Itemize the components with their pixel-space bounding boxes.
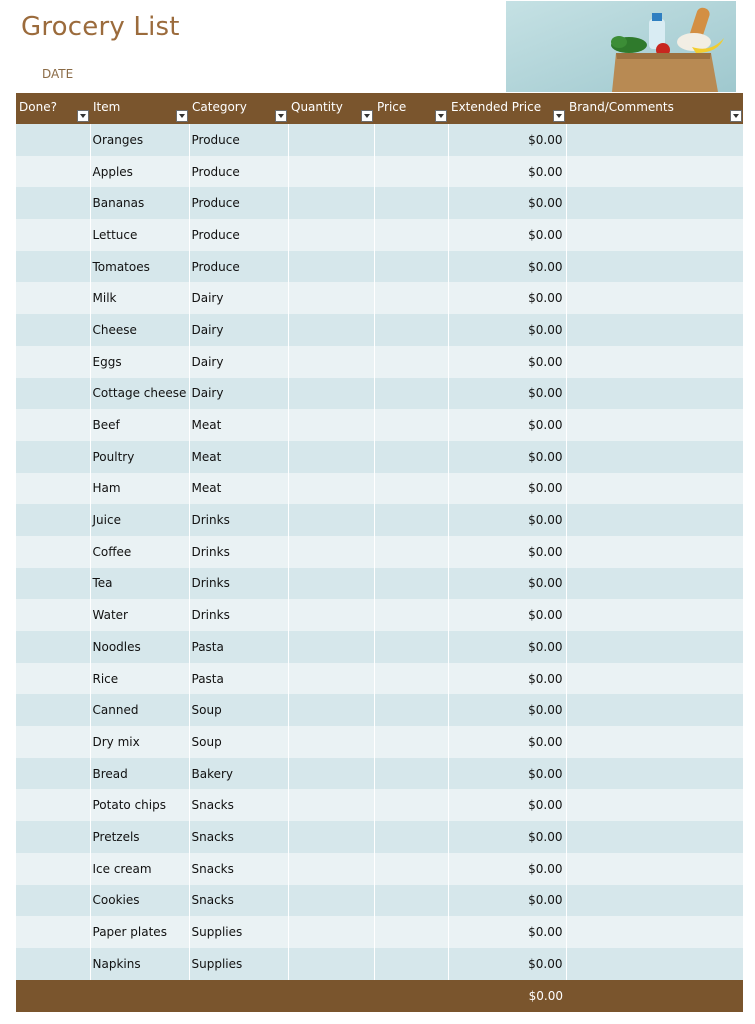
done-cell[interactable] bbox=[16, 536, 90, 568]
col-header-brand-comments bbox=[566, 93, 743, 124]
done-cell[interactable] bbox=[16, 758, 90, 790]
table-row bbox=[16, 473, 743, 505]
table-row bbox=[16, 599, 743, 631]
page-title: Grocery List bbox=[21, 12, 180, 42]
filter-dropdown-icon[interactable] bbox=[77, 110, 89, 122]
extended-price-cell[interactable]: $0.00 bbox=[448, 821, 566, 853]
quantity-cell[interactable] bbox=[288, 853, 374, 885]
extended-price-cell[interactable]: $0.00 bbox=[448, 156, 566, 188]
table-row bbox=[16, 441, 743, 473]
category-cell[interactable]: Soup bbox=[189, 726, 288, 758]
table-row bbox=[16, 853, 743, 885]
filter-dropdown-icon[interactable] bbox=[730, 110, 742, 122]
done-cell[interactable] bbox=[16, 219, 90, 251]
col-header-label: Price bbox=[377, 100, 407, 114]
item-cell[interactable]: Oranges bbox=[90, 124, 189, 156]
brand-comments-cell[interactable] bbox=[566, 631, 743, 663]
category-cell[interactable]: Produce bbox=[189, 156, 288, 188]
done-cell[interactable] bbox=[16, 124, 90, 156]
quantity-cell[interactable] bbox=[288, 251, 374, 283]
category-cell[interactable]: Produce bbox=[189, 124, 288, 156]
brand-comments-cell[interactable] bbox=[566, 473, 743, 505]
done-cell[interactable] bbox=[16, 473, 90, 505]
category-cell[interactable]: Dairy bbox=[189, 314, 288, 346]
item-cell[interactable]: Ice cream bbox=[90, 853, 189, 885]
price-cell[interactable] bbox=[374, 504, 448, 536]
table-row bbox=[16, 124, 743, 156]
total-extended-price[interactable]: $0.00 bbox=[448, 980, 566, 1012]
quantity-cell[interactable] bbox=[288, 346, 374, 378]
total-cell-empty bbox=[189, 980, 288, 1012]
table-row bbox=[16, 916, 743, 948]
price-cell[interactable] bbox=[374, 694, 448, 726]
filter-dropdown-icon[interactable] bbox=[176, 110, 188, 122]
done-cell[interactable] bbox=[16, 948, 90, 980]
item-cell[interactable]: Napkins bbox=[90, 948, 189, 980]
quantity-cell[interactable] bbox=[288, 473, 374, 505]
brand-comments-cell[interactable] bbox=[566, 346, 743, 378]
extended-price-cell[interactable]: $0.00 bbox=[448, 948, 566, 980]
table-row bbox=[16, 504, 743, 536]
extended-price-cell[interactable]: $0.00 bbox=[448, 282, 566, 314]
done-cell[interactable] bbox=[16, 885, 90, 917]
quantity-cell[interactable] bbox=[288, 789, 374, 821]
item-cell[interactable]: Beef bbox=[90, 409, 189, 441]
price-cell[interactable] bbox=[374, 346, 448, 378]
category-cell[interactable]: Produce bbox=[189, 219, 288, 251]
price-cell[interactable] bbox=[374, 251, 448, 283]
filter-dropdown-icon[interactable] bbox=[275, 110, 287, 122]
category-cell[interactable]: Snacks bbox=[189, 789, 288, 821]
done-cell[interactable] bbox=[16, 631, 90, 663]
brand-comments-cell[interactable] bbox=[566, 821, 743, 853]
filter-dropdown-icon[interactable] bbox=[361, 110, 373, 122]
table-row bbox=[16, 631, 743, 663]
category-cell[interactable]: Drinks bbox=[189, 568, 288, 600]
category-cell[interactable]: Produce bbox=[189, 251, 288, 283]
category-cell[interactable]: Drinks bbox=[189, 504, 288, 536]
price-cell[interactable] bbox=[374, 568, 448, 600]
col-header-label: Brand/Comments bbox=[569, 100, 674, 114]
brand-comments-cell[interactable] bbox=[566, 663, 743, 695]
category-cell[interactable]: Pasta bbox=[189, 631, 288, 663]
item-cell[interactable]: Dry mix bbox=[90, 726, 189, 758]
table-row bbox=[16, 251, 743, 283]
table-row bbox=[16, 282, 743, 314]
table-row bbox=[16, 378, 743, 410]
category-cell[interactable]: Meat bbox=[189, 441, 288, 473]
item-cell[interactable]: Tomatoes bbox=[90, 251, 189, 283]
brand-comments-cell[interactable] bbox=[566, 726, 743, 758]
table-row bbox=[16, 346, 743, 378]
price-cell[interactable] bbox=[374, 124, 448, 156]
category-cell[interactable]: Supplies bbox=[189, 916, 288, 948]
table-row bbox=[16, 789, 743, 821]
filter-dropdown-icon[interactable] bbox=[553, 110, 565, 122]
price-cell[interactable] bbox=[374, 948, 448, 980]
item-cell[interactable]: Juice bbox=[90, 504, 189, 536]
grocery-table bbox=[16, 93, 744, 1012]
col-header-done bbox=[16, 93, 90, 124]
brand-comments-cell[interactable] bbox=[566, 948, 743, 980]
quantity-cell[interactable] bbox=[288, 219, 374, 251]
quantity-cell[interactable] bbox=[288, 409, 374, 441]
quantity-cell[interactable] bbox=[288, 758, 374, 790]
quantity-cell[interactable] bbox=[288, 504, 374, 536]
brand-comments-cell[interactable] bbox=[566, 568, 743, 600]
extended-price-cell[interactable]: $0.00 bbox=[448, 187, 566, 219]
extended-price-cell[interactable]: $0.00 bbox=[448, 853, 566, 885]
brand-comments-cell[interactable] bbox=[566, 441, 743, 473]
quantity-cell[interactable] bbox=[288, 536, 374, 568]
extended-price-cell[interactable]: $0.00 bbox=[448, 378, 566, 410]
quantity-cell[interactable] bbox=[288, 694, 374, 726]
date-label[interactable]: DATE bbox=[42, 67, 74, 81]
price-cell[interactable] bbox=[374, 758, 448, 790]
quantity-cell[interactable] bbox=[288, 663, 374, 695]
total-cell-empty bbox=[374, 980, 448, 1012]
done-cell[interactable] bbox=[16, 694, 90, 726]
col-header-item bbox=[90, 93, 189, 124]
extended-price-cell[interactable]: $0.00 bbox=[448, 663, 566, 695]
item-cell[interactable]: Paper plates bbox=[90, 916, 189, 948]
brand-comments-cell[interactable] bbox=[566, 536, 743, 568]
table-row bbox=[16, 219, 743, 251]
extended-price-cell[interactable]: $0.00 bbox=[448, 694, 566, 726]
extended-price-cell[interactable]: $0.00 bbox=[448, 409, 566, 441]
done-cell[interactable] bbox=[16, 504, 90, 536]
extended-price-cell[interactable]: $0.00 bbox=[448, 758, 566, 790]
table-row bbox=[16, 536, 743, 568]
total-row bbox=[16, 980, 743, 1012]
extended-price-cell[interactable]: $0.00 bbox=[448, 568, 566, 600]
price-cell[interactable] bbox=[374, 378, 448, 410]
done-cell[interactable] bbox=[16, 821, 90, 853]
price-cell[interactable] bbox=[374, 663, 448, 695]
category-cell[interactable]: Pasta bbox=[189, 663, 288, 695]
col-header-quantity bbox=[288, 93, 374, 124]
brand-comments-cell[interactable] bbox=[566, 282, 743, 314]
extended-price-cell[interactable]: $0.00 bbox=[448, 473, 566, 505]
item-cell[interactable]: Cheese bbox=[90, 314, 189, 346]
col-header-label: Quantity bbox=[291, 100, 343, 114]
item-cell[interactable]: Eggs bbox=[90, 346, 189, 378]
price-cell[interactable] bbox=[374, 821, 448, 853]
extended-price-cell[interactable]: $0.00 bbox=[448, 726, 566, 758]
price-cell[interactable] bbox=[374, 885, 448, 917]
quantity-cell[interactable] bbox=[288, 282, 374, 314]
brand-comments-cell[interactable] bbox=[566, 504, 743, 536]
item-cell[interactable]: Potato chips bbox=[90, 789, 189, 821]
quantity-cell[interactable] bbox=[288, 441, 374, 473]
extended-price-cell[interactable]: $0.00 bbox=[448, 251, 566, 283]
filter-dropdown-icon[interactable] bbox=[435, 110, 447, 122]
price-cell[interactable] bbox=[374, 282, 448, 314]
category-cell[interactable]: Soup bbox=[189, 694, 288, 726]
quantity-cell[interactable] bbox=[288, 631, 374, 663]
col-header-price bbox=[374, 93, 448, 124]
item-cell[interactable]: Milk bbox=[90, 282, 189, 314]
table-row bbox=[16, 694, 743, 726]
brand-comments-cell[interactable] bbox=[566, 187, 743, 219]
quantity-cell[interactable] bbox=[288, 568, 374, 600]
done-cell[interactable] bbox=[16, 409, 90, 441]
done-cell[interactable] bbox=[16, 853, 90, 885]
quantity-cell[interactable] bbox=[288, 821, 374, 853]
extended-price-cell[interactable]: $0.00 bbox=[448, 789, 566, 821]
category-cell[interactable]: Snacks bbox=[189, 885, 288, 917]
item-cell[interactable]: Ham bbox=[90, 473, 189, 505]
item-cell[interactable]: Apples bbox=[90, 156, 189, 188]
quantity-cell[interactable] bbox=[288, 156, 374, 188]
quantity-cell[interactable] bbox=[288, 916, 374, 948]
extended-price-cell[interactable]: $0.00 bbox=[448, 536, 566, 568]
item-cell[interactable]: Water bbox=[90, 599, 189, 631]
col-header-label: Item bbox=[93, 100, 121, 114]
extended-price-cell[interactable]: $0.00 bbox=[448, 346, 566, 378]
price-cell[interactable] bbox=[374, 631, 448, 663]
item-cell[interactable]: Cookies bbox=[90, 885, 189, 917]
extended-price-cell[interactable]: $0.00 bbox=[448, 631, 566, 663]
extended-price-cell[interactable]: $0.00 bbox=[448, 885, 566, 917]
table-row bbox=[16, 568, 743, 600]
brand-comments-cell[interactable] bbox=[566, 124, 743, 156]
category-cell[interactable]: Dairy bbox=[189, 378, 288, 410]
table-row bbox=[16, 821, 743, 853]
quantity-cell[interactable] bbox=[288, 885, 374, 917]
brand-comments-cell[interactable] bbox=[566, 409, 743, 441]
brand-comments-cell[interactable] bbox=[566, 789, 743, 821]
price-cell[interactable] bbox=[374, 219, 448, 251]
brand-comments-cell[interactable] bbox=[566, 219, 743, 251]
price-cell[interactable] bbox=[374, 187, 448, 219]
price-cell[interactable] bbox=[374, 409, 448, 441]
total-cell-empty bbox=[16, 980, 90, 1012]
price-cell[interactable] bbox=[374, 536, 448, 568]
done-cell[interactable] bbox=[16, 378, 90, 410]
brand-comments-cell[interactable] bbox=[566, 694, 743, 726]
quantity-cell[interactable] bbox=[288, 378, 374, 410]
brand-comments-cell[interactable] bbox=[566, 251, 743, 283]
grocery-bag-photo bbox=[506, 1, 736, 92]
brand-comments-cell[interactable] bbox=[566, 314, 743, 346]
done-cell[interactable] bbox=[16, 187, 90, 219]
brand-comments-cell[interactable] bbox=[566, 916, 743, 948]
price-cell[interactable] bbox=[374, 314, 448, 346]
done-cell[interactable] bbox=[16, 568, 90, 600]
brand-comments-cell[interactable] bbox=[566, 885, 743, 917]
category-cell[interactable]: Meat bbox=[189, 473, 288, 505]
col-header-label: Category bbox=[192, 100, 247, 114]
quantity-cell[interactable] bbox=[288, 599, 374, 631]
quantity-cell[interactable] bbox=[288, 314, 374, 346]
category-cell[interactable]: Dairy bbox=[189, 282, 288, 314]
done-cell[interactable] bbox=[16, 663, 90, 695]
extended-price-cell[interactable]: $0.00 bbox=[448, 441, 566, 473]
price-cell[interactable] bbox=[374, 599, 448, 631]
done-cell[interactable] bbox=[16, 789, 90, 821]
done-cell[interactable] bbox=[16, 346, 90, 378]
item-cell[interactable]: Bread bbox=[90, 758, 189, 790]
price-cell[interactable] bbox=[374, 441, 448, 473]
grocery-bag-image bbox=[506, 1, 736, 92]
item-cell[interactable]: Lettuce bbox=[90, 219, 189, 251]
quantity-cell[interactable] bbox=[288, 948, 374, 980]
brand-comments-cell[interactable] bbox=[566, 758, 743, 790]
category-cell[interactable]: Drinks bbox=[189, 536, 288, 568]
col-header-category bbox=[189, 93, 288, 124]
extended-price-cell[interactable]: $0.00 bbox=[448, 124, 566, 156]
total-cell-empty bbox=[566, 980, 743, 1012]
brand-comments-cell[interactable] bbox=[566, 156, 743, 188]
item-cell[interactable]: Bananas bbox=[90, 187, 189, 219]
price-cell[interactable] bbox=[374, 916, 448, 948]
col-header-label: Done? bbox=[19, 100, 57, 114]
done-cell[interactable] bbox=[16, 282, 90, 314]
table-row bbox=[16, 948, 743, 980]
price-cell[interactable] bbox=[374, 853, 448, 885]
brand-comments-cell[interactable] bbox=[566, 599, 743, 631]
done-cell[interactable] bbox=[16, 441, 90, 473]
brand-comments-cell[interactable] bbox=[566, 853, 743, 885]
table-row bbox=[16, 726, 743, 758]
done-cell[interactable] bbox=[16, 916, 90, 948]
extended-price-cell[interactable]: $0.00 bbox=[448, 219, 566, 251]
total-cell-empty bbox=[288, 980, 374, 1012]
item-cell[interactable]: Canned bbox=[90, 694, 189, 726]
price-cell[interactable] bbox=[374, 726, 448, 758]
category-cell[interactable]: Produce bbox=[189, 187, 288, 219]
category-cell[interactable]: Snacks bbox=[189, 821, 288, 853]
item-cell[interactable]: Noodles bbox=[90, 631, 189, 663]
price-cell[interactable] bbox=[374, 789, 448, 821]
table-row bbox=[16, 156, 743, 188]
col-header-extended-price bbox=[448, 93, 566, 124]
done-cell[interactable] bbox=[16, 314, 90, 346]
item-cell[interactable]: Rice bbox=[90, 663, 189, 695]
category-cell[interactable]: Supplies bbox=[189, 948, 288, 980]
header-row bbox=[16, 93, 743, 124]
col-header-label: Extended Price bbox=[451, 100, 542, 114]
extended-price-cell[interactable]: $0.00 bbox=[448, 916, 566, 948]
brand-comments-cell[interactable] bbox=[566, 378, 743, 410]
category-cell[interactable]: Meat bbox=[189, 409, 288, 441]
item-cell[interactable]: Cottage cheese bbox=[90, 378, 189, 410]
category-cell[interactable]: Drinks bbox=[189, 599, 288, 631]
table-row bbox=[16, 758, 743, 790]
done-cell[interactable] bbox=[16, 251, 90, 283]
quantity-cell[interactable] bbox=[288, 726, 374, 758]
total-cell-empty bbox=[90, 980, 189, 1012]
price-cell[interactable] bbox=[374, 156, 448, 188]
table-row bbox=[16, 885, 743, 917]
table-row bbox=[16, 314, 743, 346]
table-row bbox=[16, 663, 743, 695]
category-cell[interactable]: Dairy bbox=[189, 346, 288, 378]
quantity-cell[interactable] bbox=[288, 124, 374, 156]
item-cell[interactable]: Pretzels bbox=[90, 821, 189, 853]
price-cell[interactable] bbox=[374, 473, 448, 505]
quantity-cell[interactable] bbox=[288, 187, 374, 219]
done-cell[interactable] bbox=[16, 599, 90, 631]
table-row bbox=[16, 187, 743, 219]
done-cell[interactable] bbox=[16, 726, 90, 758]
item-cell[interactable]: Tea bbox=[90, 568, 189, 600]
table-row bbox=[16, 409, 743, 441]
extended-price-cell[interactable]: $0.00 bbox=[448, 314, 566, 346]
category-cell[interactable]: Bakery bbox=[189, 758, 288, 790]
extended-price-cell[interactable]: $0.00 bbox=[448, 599, 566, 631]
extended-price-cell[interactable]: $0.00 bbox=[448, 504, 566, 536]
done-cell[interactable] bbox=[16, 156, 90, 188]
category-cell[interactable]: Snacks bbox=[189, 853, 288, 885]
item-cell[interactable]: Coffee bbox=[90, 536, 189, 568]
item-cell[interactable]: Poultry bbox=[90, 441, 189, 473]
